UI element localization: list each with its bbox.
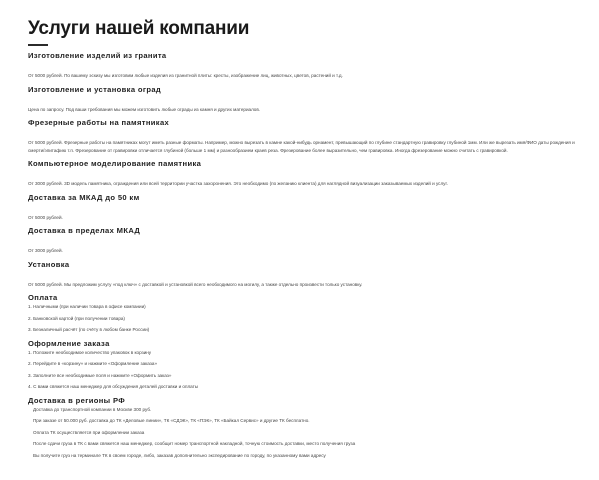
section-body: От 5000 рублей. Фрезерные работы на памятниках могут иметь разные форматы. Например, можно вырезать в камне какой-нибудь орнамент, превышающий по глубине стандартную гравировку глубиной 1мм. Или же вырезать имя/ФИО даты рождения и смерти/эпитафию т.п. Фрезерование от гравировки отличается глубиной (больше 1 мм) и разнообразием краев реза. Фрезерование более выразительно, чем гравировка. Иногда фрезерование можно считать с гравировкой. bbox=[28, 140, 575, 153]
section-3d-modeling bbox=[28, 159, 579, 188]
section-body: От 3000 рублей. 3D модель памятника, ограждения или всей территории участка захоронения. Это необходимо (по желанию клиента) для наглядной визуализации заказываемых изделий и услуг. bbox=[28, 181, 448, 186]
section-body: От 5000 рублей. По вашему эскизу мы изготовим любые изделия из гранитной плиты: кресты, изображение лиц, животных, цветов, растений и т.д. bbox=[28, 73, 343, 78]
section-fences bbox=[28, 85, 579, 114]
list-item: 2. Банковской картой (при получении товара) bbox=[28, 315, 125, 321]
section-body: Цена по запросу. Под ваши требования мы можем изготовить любые ограды из камня и других материалов. bbox=[28, 106, 261, 112]
section-installation bbox=[28, 260, 579, 289]
list-item: Доставка до транспортной компании в Москве 300 руб. bbox=[33, 406, 152, 412]
section-title: Установка bbox=[28, 259, 70, 269]
section-title: Доставка за МКАД до 50 км bbox=[28, 192, 140, 202]
section-payment bbox=[28, 293, 579, 334]
section-title: Оформление заказа bbox=[28, 338, 110, 348]
list-item: После сдачи груза в ТК с вами свяжется наш менеджер, сообщит номер транспортной накладной, точную стоимость доставки, место получения груза bbox=[33, 441, 356, 446]
list-item: Оплата ТК осуществляется при оформлении заказа bbox=[33, 429, 145, 435]
section-title: Доставка в пределах МКАД bbox=[28, 226, 141, 235]
section-title: Изготовление изделий из гранита bbox=[28, 51, 167, 60]
list-item: 1. Положите необходимое количество упаковок в корзину bbox=[28, 349, 152, 355]
list-item: 2. Перейдите в «корзину» и нажмите «Оформление заказа» bbox=[28, 361, 157, 366]
section-order bbox=[28, 339, 579, 391]
list-item: 4. С вами свяжется наш менеджер для обсуждения деталей доставки и оплаты bbox=[28, 384, 199, 389]
section-body: От 5000 рублей. Мы предложим услугу «под ключ» с доставкой и установкой всего необходимого на могилу, а также отдельно произвести только установку. bbox=[28, 281, 363, 287]
section-title: Фрезерные работы на памятниках bbox=[28, 118, 170, 127]
regions-list bbox=[28, 406, 579, 460]
section-delivery-outside-mkad bbox=[28, 193, 579, 222]
page-title: Услуги нашей компании bbox=[28, 18, 250, 39]
list-item: Вы получите груз на терминале ТК в своем городе, либо, заказав дополнительно экспедирование по городу, по указанному вами адресу bbox=[33, 452, 326, 458]
section-body: От 5000 рублей. bbox=[28, 214, 63, 220]
section-title: Изготовление и установка оград bbox=[28, 84, 162, 94]
list-item: 1. Наличными (при наличии товара в офисе компании) bbox=[28, 304, 146, 309]
list-item: 3. Заполните все необходимые поля и нажмите «Оформить заказ» bbox=[28, 372, 172, 378]
section-granite bbox=[28, 51, 579, 80]
section-delivery-inside-mkad bbox=[28, 226, 579, 255]
section-body: От 3000 рублей. bbox=[28, 248, 63, 253]
title-underline bbox=[28, 44, 48, 46]
section-title: Компьютерное моделирование памятника bbox=[28, 159, 202, 168]
section-title: Оплата bbox=[28, 293, 58, 302]
section-regions bbox=[28, 396, 579, 460]
section-title: Доставка в регионы РФ bbox=[28, 395, 126, 405]
section-milling bbox=[28, 118, 579, 154]
order-steps-list bbox=[28, 349, 579, 391]
list-item: При заказе от 50.000 руб. доставка до ТК «Деловые линии», ТК «СДЭК», ТК «ПЭК», ТК «Байкал Сервис» и другие ТК бесплатно. bbox=[33, 418, 310, 423]
payment-list bbox=[28, 303, 579, 334]
list-item: 3. Безналичный расчёт (по счёту в любом банке России) bbox=[28, 327, 150, 332]
